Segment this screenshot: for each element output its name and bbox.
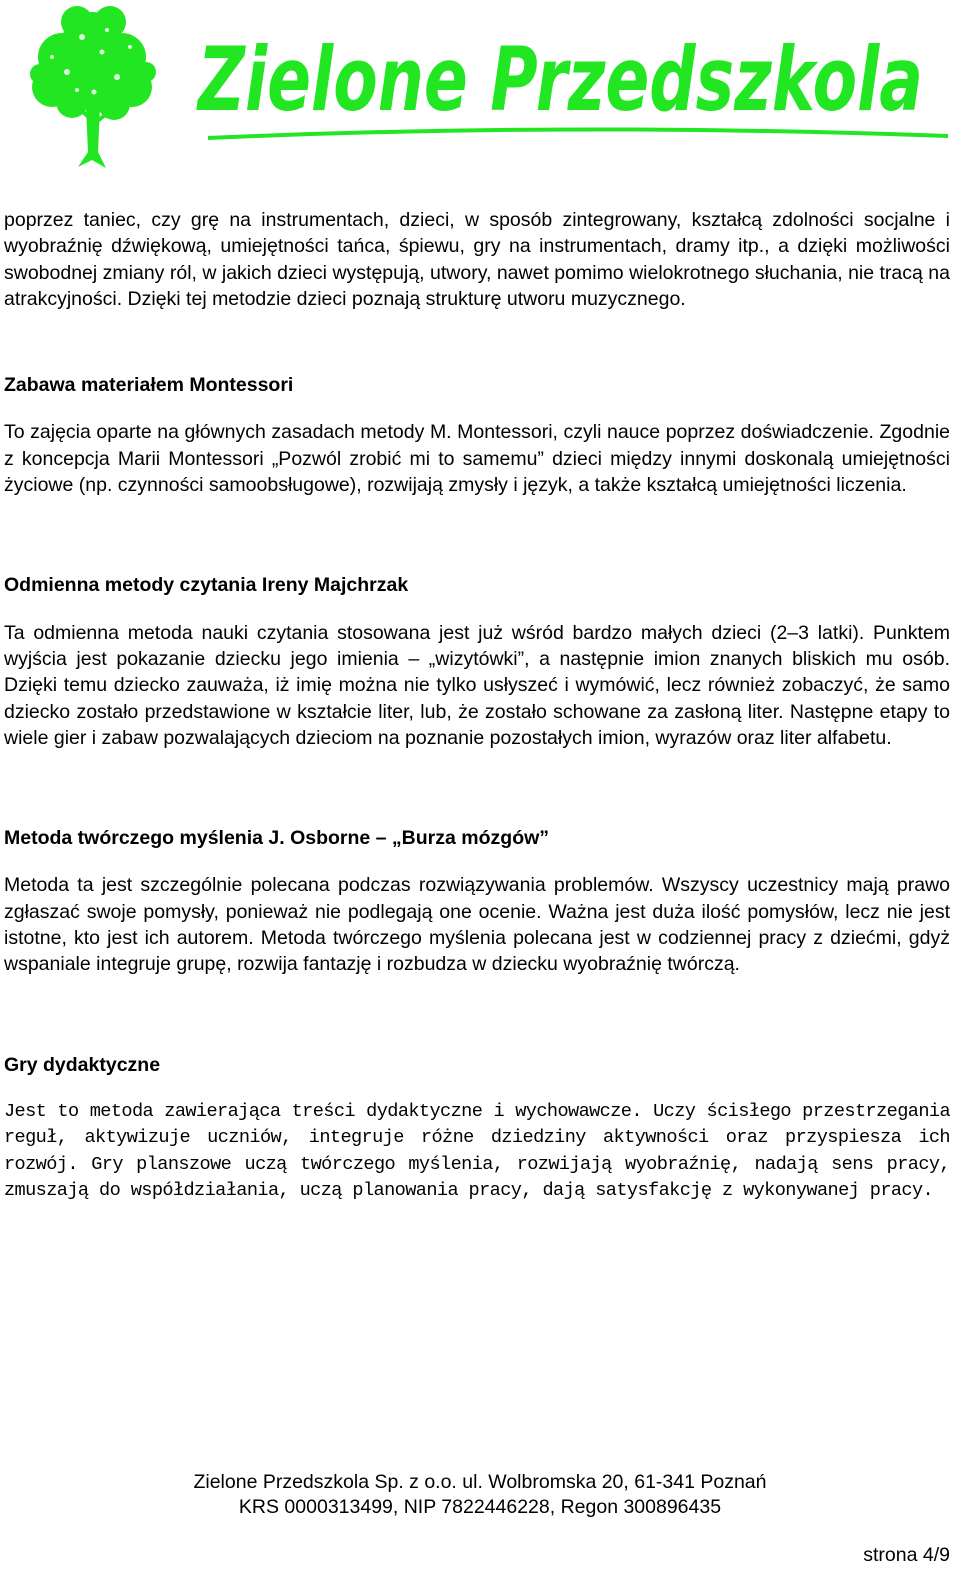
section-body-reading: Ta odmienna metoda nauki czytania stosowana jest już wśród bardzo małych dzieci (2–3 latki). Punktem wyjścia jest pokazanie dziecku jego imienia – „wizytówki”, a następnie imion znanych bliskich mu osób. Dzięki temu dziecko zauważa, iż imię można nie tylko usłyszeć i wymówić, lecz również zobaczyć, że samo dziecko zostało przedstawione w kształcie liter, lub, że zostało schowane za zasłoną liter. Następne etapy to wiele gier i zabaw pozwalających dzieciom na poznanie pozostałych imion, wyrazów oraz liter alfabetu. — [4, 621, 950, 749]
brand-wordmark — [168, 10, 958, 150]
page-footer — [0, 1470, 960, 1520]
tree-logo-icon — [22, 2, 162, 170]
section-body-brainstorm: Metoda ta jest szczególnie polecana podczas rozwiązywania problemów. Wszyscy uczestnicy mają prawo zgłaszać swoje pomysły, ponieważ nie podlegają one ocenie. Ważna jest duża ilość pomysłów, lecz nie jest istotne, kto jest ich autorem. Metoda twórczego myślenia polecana jest w codziennej pracy z dziećmi, gdyż wspaniale integruje grupę, rozwija fantazję i rozbudza w dziecku wyobraźnię twórczą. — [4, 874, 950, 976]
section-heading-reading: Odmienna metody czytania Ireny Majchrzak — [4, 574, 409, 597]
page-number: strona 4/9 — [863, 1544, 950, 1566]
footer-registration: KRS 0000313499, NIP 7822446228, Regon 300896435 — [238, 1496, 722, 1518]
section-body-montessori: To zajęcia oparte na głównych zasadach metody M. Montessori, czyli nauce poprzez doświadczenie. Zgodnie z koncepcja Marii Montessori „Pozwól zrobić mi to samemu” dzieci między innymi doskonalą umiejętności życiowe (np. czynności samoobsługowe), rozwijają zmysły i język, a także kształcą umiejętności liczenia. — [4, 421, 950, 497]
section-heading-games: Gry dydaktyczne — [4, 1053, 161, 1076]
section-body-games: Jest to metoda zawierająca treści dydaktyczne i wychowawcze. Uczy ścisłego przestrzegania reguł, aktywizuje uczniów, integruje różne dziedziny aktywności oraz przyspiesza ich rozwój. Gry planszowe uczą twórczego myślenia, rozwijają wyobraźnię, nadają sens pracy, zmuszają do współdziałania, uczą planowania pracy, dają satysfakcję z wykonywanej pracy. — [4, 1100, 950, 1201]
intro-paragraph: poprzez taniec, czy grę na instrumentach, dzieci, w sposób zintegrowany, kształcą zdolności socjalne i wyobraźnię dźwiękową, umiejętności tańca, śpiewu, gry na instrumentach, dramy itp., a dzięki możliwości swobodnej zmiany ról, w jakich dzieci występują, utwory, nawet pomimo wielokrotnego słuchania, nie tracą na atrakcyjności. Dzięki tej metodzie dzieci poznają strukturę utworu muzycznego. — [4, 209, 950, 310]
section-heading-brainstorm: Metoda twórczego myślenia J. Osborne – „Burza mózgów” — [4, 827, 550, 850]
section-heading-montessori: Zabawa materiałem Montessori — [4, 374, 294, 397]
page-header — [0, 0, 960, 175]
main-content — [4, 207, 950, 1204]
footer-address: Zielone Przedszkola Sp. z o.o. ul. Wolbromska 20, 61-341 Poznań — [193, 1471, 767, 1493]
logo-text: Zielone Przedszkola — [195, 28, 924, 131]
